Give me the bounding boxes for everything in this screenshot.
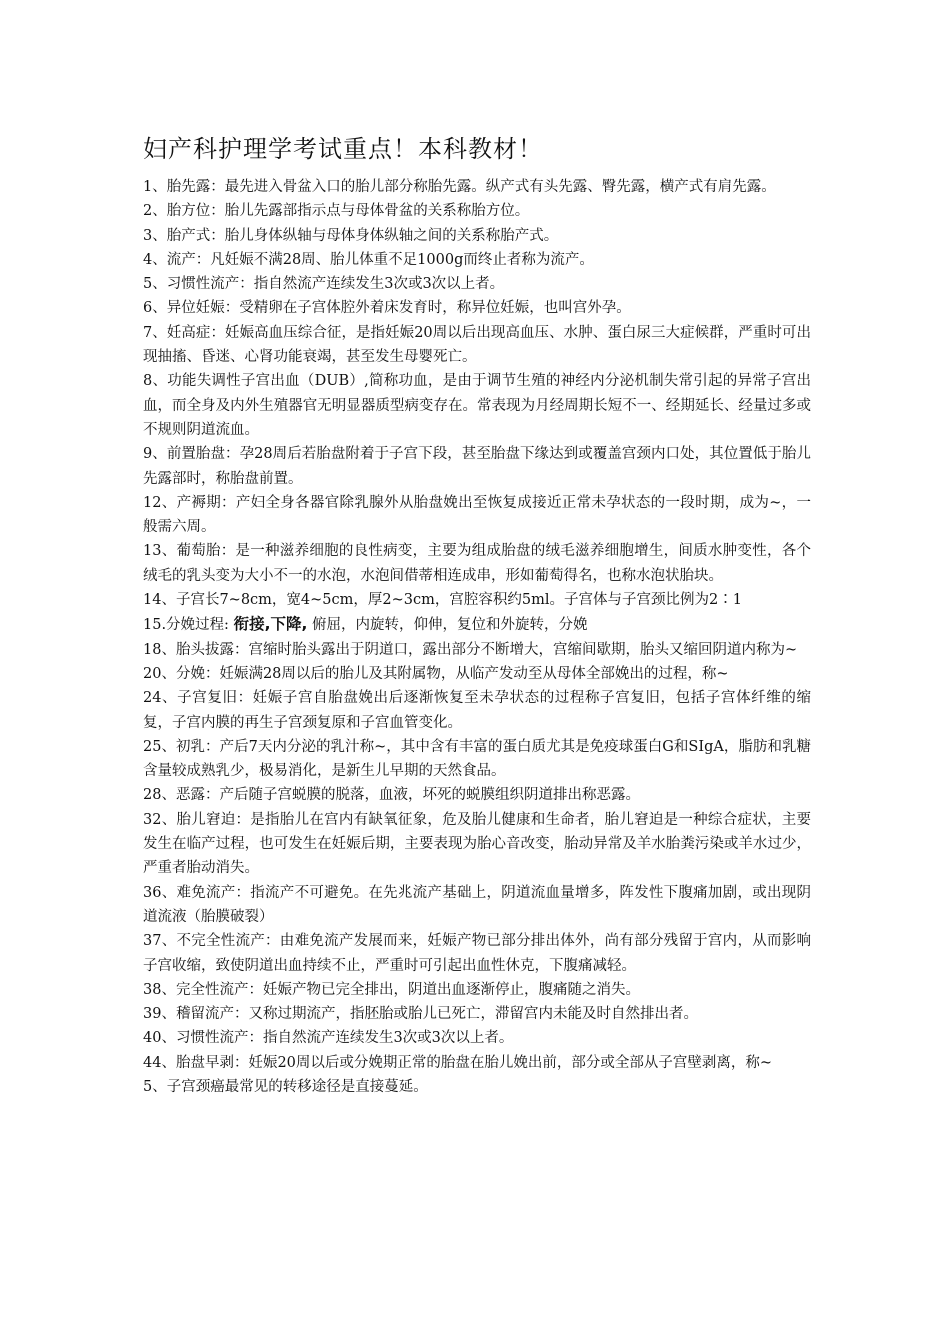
paragraph-18: 18、胎头拔露：宫缩时胎头露出于阴道口，露出部分不断增大，宫缩间歇期，胎头又缩回阴道内称为~ bbox=[143, 641, 798, 658]
paragraph-last: 5、子宫颈癌最常见的转移途径是直接蔓延。 bbox=[143, 1078, 428, 1095]
paragraph-13: 13、葡萄胎：是一种滋养细胞的良性病变，主要为组成胎盘的绒毛滋养细胞增生，间质水肿变性，各个绒毛的乳头变为大小不一的水泡，水泡间借蒂相连成串，形如葡萄得名，也称水泡状胎块。 bbox=[143, 543, 811, 584]
paragraph-38: 38、完全性流产：妊娠产物已完全排出，阴道出血逐渐停止，腹痛随之消失。 bbox=[143, 981, 640, 998]
paragraph-40: 40、习惯性流产：指自然流产连续发生3次或3次以上者。 bbox=[143, 1030, 514, 1047]
paragraph-6: 6、异位妊娠：受精卵在子宫体腔外着床发育时，称异位妊娠，也叫宫外孕。 bbox=[143, 300, 631, 317]
paragraph-14: 14、子宫长7~8cm，宽4~5cm，厚2~3cm，宫腔容积约5ml。子宫体与子宫颈比例为2∶1 bbox=[143, 592, 742, 609]
paragraph-20: 20、分娩：妊娠满28周以后的胎儿及其附属物，从临产发动至从母体全部娩出的过程，称~ bbox=[143, 665, 729, 682]
paragraph-2: 2、胎方位：胎儿先露部指示点与母体骨盆的关系称胎方位。 bbox=[143, 203, 530, 220]
paragraph-15-suffix: 俯屈，内旋转，仰伸，复位和外旋转，分娩 bbox=[307, 617, 588, 634]
paragraph-12: 12、产褥期：产妇全身各器官除乳腺外从胎盘娩出至恢复成接近正常未孕状态的一段时期，成为~，一般需六周。 bbox=[143, 494, 811, 536]
paragraph-37: 37、不完全性流产：由难免流产发展而来，妊娠产物已部分排出体外，尚有部分残留于宫内，从而影响子宫收缩，致使阴道出血持续不止，严重时可引起出血性休克，下腹痛减轻。 bbox=[143, 933, 811, 974]
paragraph-15-prefix: 15.分娩过程: bbox=[143, 617, 234, 634]
paragraph-5: 5、习惯性流产：指自然流产连续发生3次或3次以上者。 bbox=[143, 276, 505, 293]
paragraph-1: 1、胎先露：最先进入骨盆入口的胎儿部分称胎先露。纵产式有头先露、臀先露，横产式有肩先露。 bbox=[143, 179, 776, 195]
paragraph-7: 7、妊高症：妊娠高血压综合征，是指妊娠20周以后出现高血压、水肿、蛋白尿三大症候群，严重时可出现抽搐、昏迷、心肾功能衰竭，甚至发生母婴死亡。 bbox=[143, 324, 811, 366]
paragraph-32: 32、胎儿窘迫：是指胎儿在宫内有缺氧征象，危及胎儿健康和生命者，胎儿窘迫是一种综合症状，主要发生在临产过程，也可发生在妊娠后期，主要表现为胎心音改变，胎动异常及羊水胎粪污染或羊水过少，严重者胎动消失。 bbox=[143, 811, 811, 877]
paragraph-9: 9、前置胎盘：孕28周后若胎盘附着于子宫下段，甚至胎盘下缘达到或覆盖宫颈内口处，其位置低于胎儿先露部时，称胎盘前置。 bbox=[143, 446, 811, 487]
paragraph-39: 39、稽留流产：又称过期流产，指胚胎或胎儿已死亡，滞留宫内未能及时自然排出者。 bbox=[143, 1006, 698, 1023]
paragraph-4: 4、流产：凡妊娠不满28周、胎儿体重不足1000g而终止者称为流产。 bbox=[143, 251, 594, 268]
paragraph-44: 44、胎盘早剥：妊娠20周以后或分娩期正常的胎盘在胎儿娩出前，部分或全部从子宫壁剥离，称~ bbox=[143, 1054, 773, 1071]
paragraph-24: 24、子宫复旧：妊娠子宫自胎盘娩出后逐渐恢复至未孕状态的过程称子宫复旧，包括子宫体纤维的缩复，子宫内膜的再生子宫颈复原和子宫血管变化。 bbox=[143, 690, 811, 731]
paragraph-28: 28、恶露：产后随子宫蜕膜的脱落，血液，坏死的蜕膜组织阴道排出称恶露。 bbox=[143, 787, 640, 804]
paragraph-3: 3、胎产式：胎儿身体纵轴与母体身体纵轴之间的关系称胎产式。 bbox=[143, 227, 559, 244]
paragraph-15-bold: 衔接,下降, bbox=[233, 615, 308, 634]
paragraph-15 bbox=[143, 612, 811, 637]
paragraph-36: 36、难免流产：指流产不可避免。在先兆流产基础上，阴道流血量增多，阵发性下腹痛加剧，或出现阴道流液（胎膜破裂） bbox=[143, 884, 811, 925]
paragraph-8: 8、功能失调性子宫出血（DUB）,简称功血，是由于调节生殖的神经内分泌机制失常引起的异常子宫出血，而全身及内外生殖器官无明显器质型病变存在。常表现为月经周期长短不一、经期延长、经量过多或不规则阴道流血。 bbox=[143, 373, 811, 438]
document-title: 妇产科护理学考试重点！本科教材！ bbox=[143, 135, 543, 163]
paragraph-25: 25、初乳：产后7天内分泌的乳汁称~，其中含有丰富的蛋白质尤其是免疫球蛋白G和SIgA，脂肪和乳糖含量较成熟乳少，极易消化，是新生儿早期的天然食品。 bbox=[143, 738, 811, 780]
document-body bbox=[143, 175, 811, 1099]
